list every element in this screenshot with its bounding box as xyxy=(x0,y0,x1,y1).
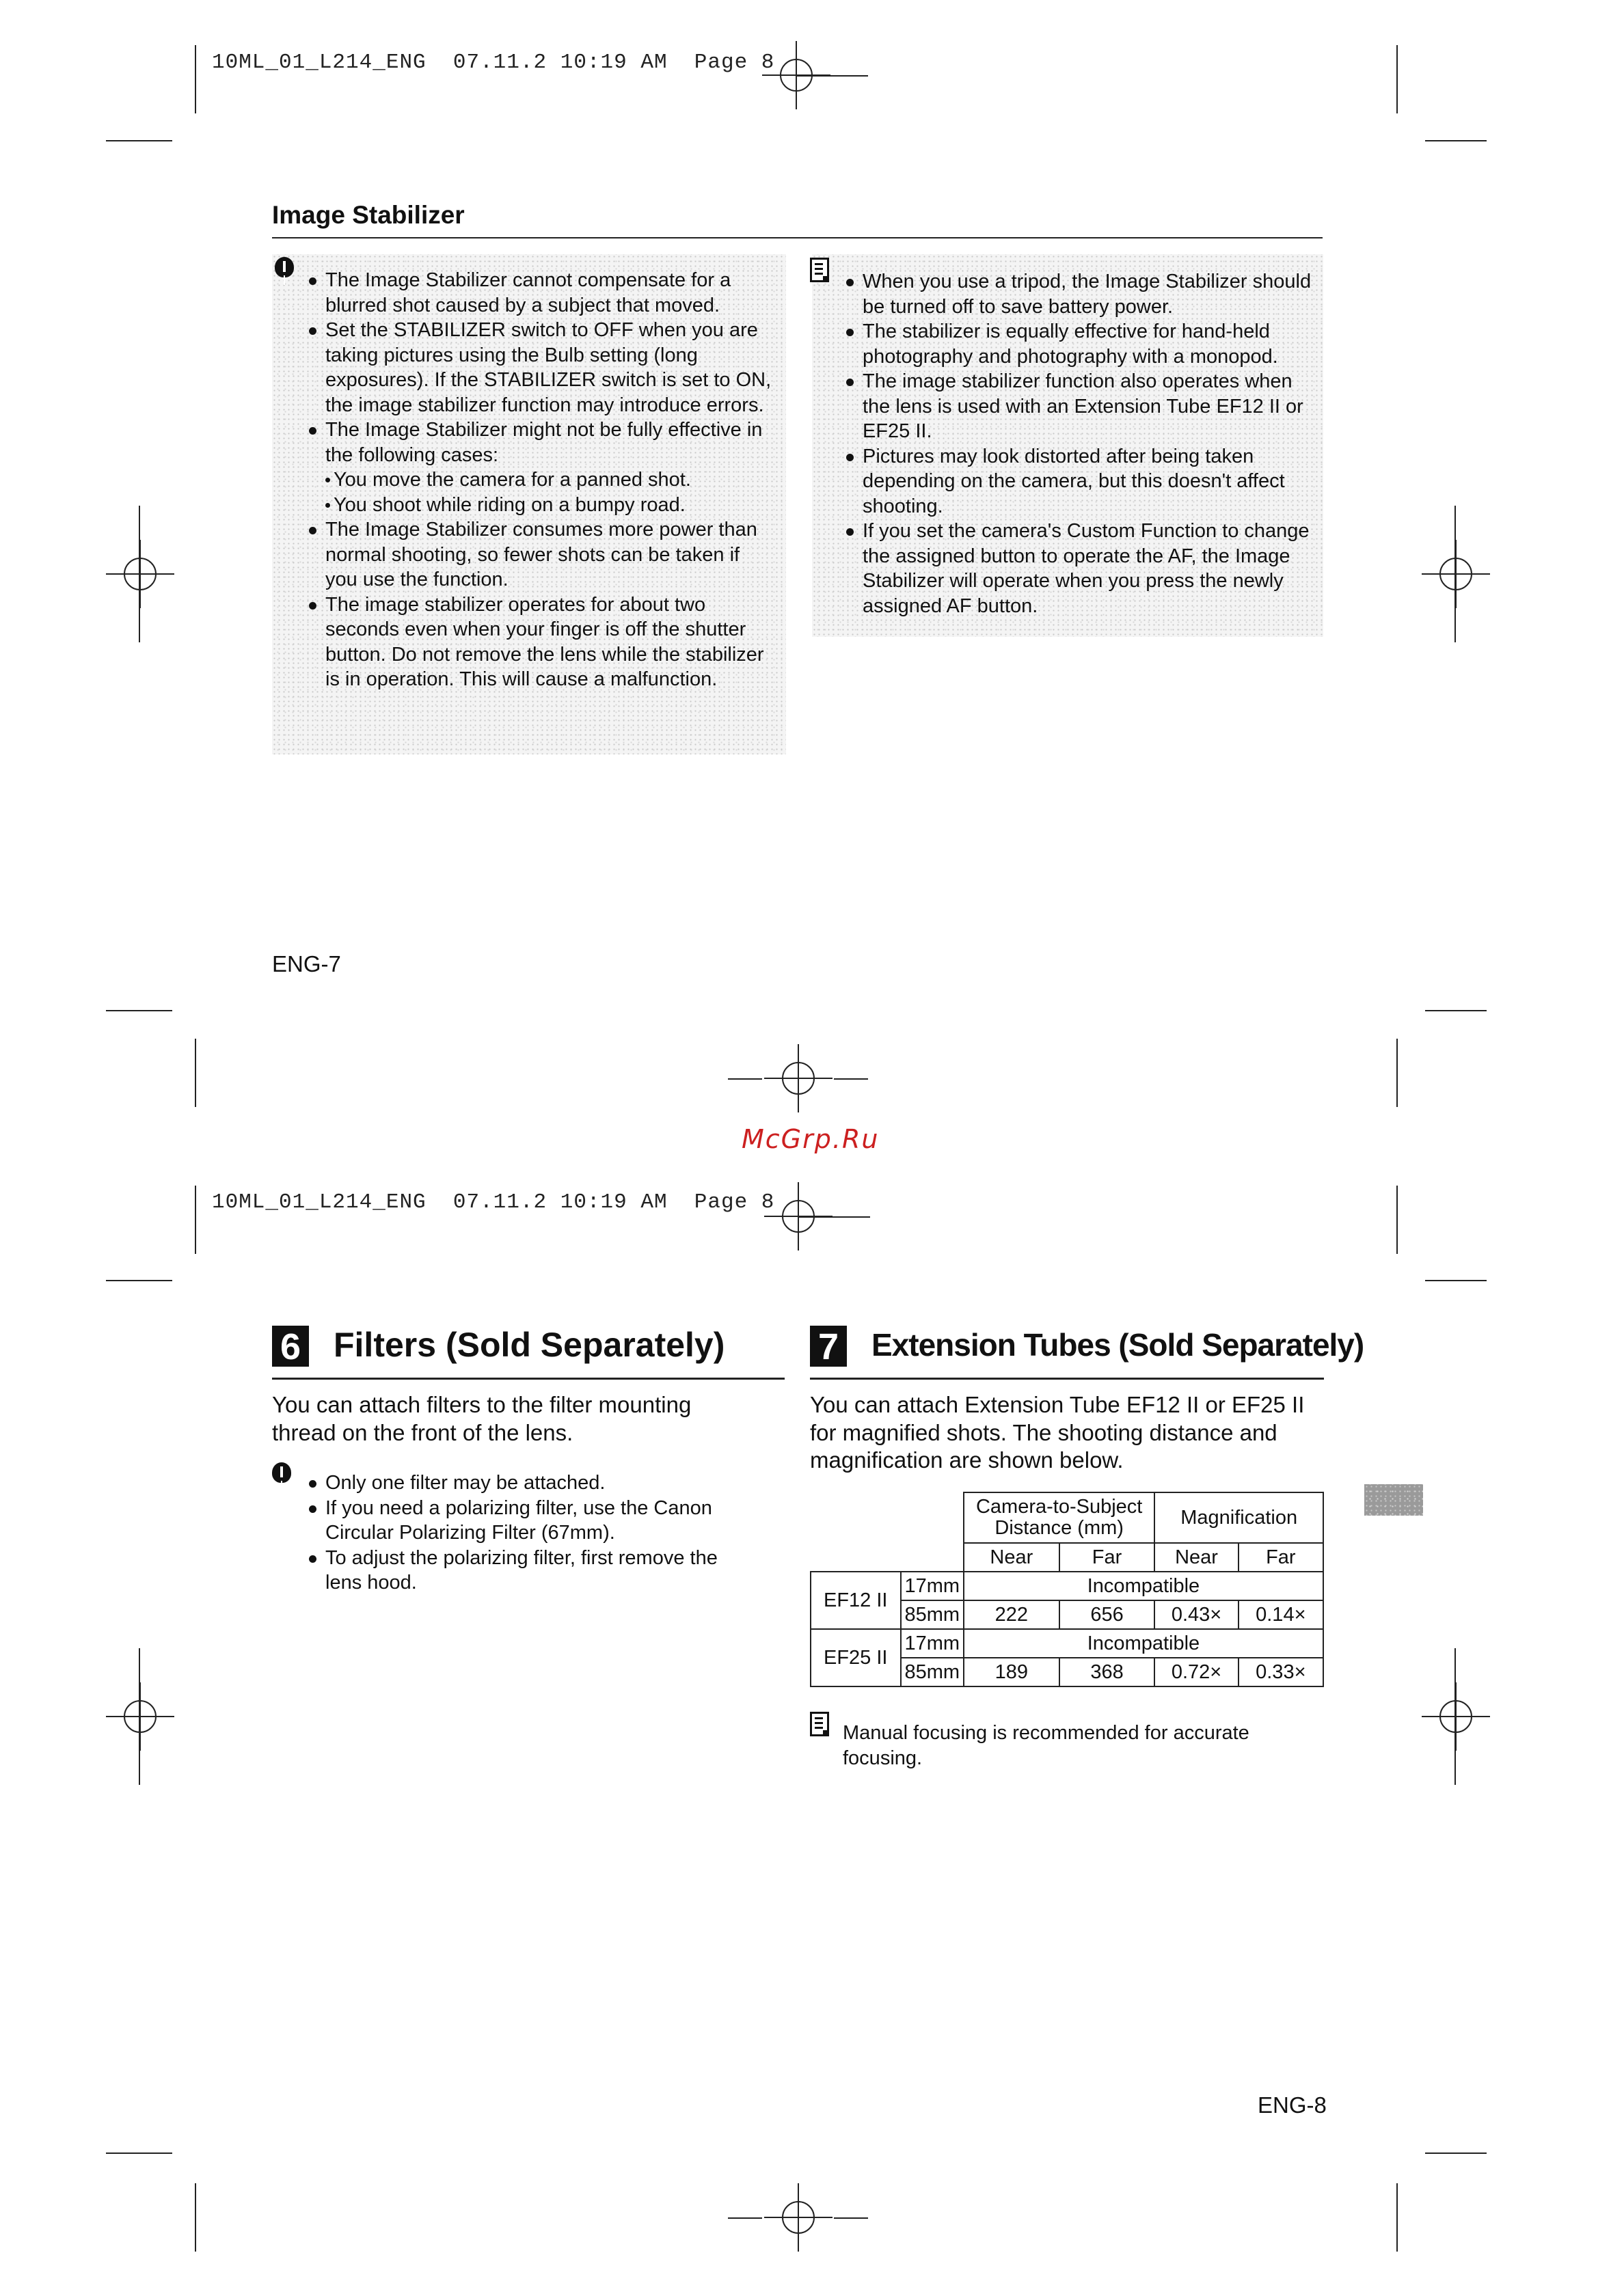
crop-mark xyxy=(106,1280,172,1281)
crop-mark xyxy=(1396,1186,1398,1254)
incompatible-cell: Incompatible xyxy=(964,1572,1323,1600)
distance-near-cell: 189 xyxy=(964,1658,1059,1686)
focal-cell: 17mm xyxy=(901,1629,964,1658)
header-magnification: Magnification xyxy=(1154,1492,1323,1543)
crop-mark xyxy=(798,1216,870,1218)
slug-date: 07.11.2 xyxy=(452,51,547,74)
crop-mark xyxy=(834,2217,868,2219)
page-number: ENG-7 xyxy=(272,951,341,976)
crop-mark xyxy=(195,1039,196,1107)
subheader-near: Near xyxy=(964,1543,1059,1572)
list-item: Set the STABILIZER switch to OFF when you are taking pictures using the Bulb setting (long exposures). If the STABILIZER switch is set to ON, the image stabilizer function may introduce errors. xyxy=(309,318,774,418)
focal-cell: 85mm xyxy=(901,1658,964,1686)
list-item: If you need a polarizing filter, use the Canon Circular Polarizing Filter (67mm). xyxy=(309,1496,753,1546)
caution-icon xyxy=(275,257,294,280)
list-item: The image stabilizer function also operates when the lens is used with an Extension Tube EF12 II or EF25 II. xyxy=(846,369,1314,444)
table-row xyxy=(811,1572,1323,1600)
section-number-badge: 7 xyxy=(810,1326,847,1367)
caution-icon xyxy=(272,1462,291,1486)
crop-mark xyxy=(106,2152,172,2154)
crop-mark xyxy=(796,75,868,77)
crop-mark xyxy=(834,1078,868,1080)
subheader-far: Far xyxy=(1239,1543,1323,1572)
header-slug xyxy=(212,1190,774,1214)
crop-mark xyxy=(728,1078,762,1080)
list-item: The Image Stabilizer might not be fully effective in the following cases: xyxy=(309,418,774,467)
extension-intro: You can attach Extension Tube EF12 II or EF25 II for magnified shots. The shooting distance and magnification are shown below. xyxy=(810,1392,1305,1473)
crop-mark xyxy=(139,506,140,642)
crop-mark xyxy=(1396,1039,1398,1107)
crop-mark xyxy=(1425,2152,1487,2154)
title-rule xyxy=(272,1378,785,1380)
crop-mark xyxy=(1454,1648,1456,1785)
list-item: To adjust the polarizing filter, first remove the lens hood. xyxy=(309,1546,753,1596)
table-corner xyxy=(811,1543,964,1572)
list-item: The image stabilizer operates for about two seconds even when your finger is off the shutter button. Do not remove the lens while the stabilizer is in operation. This will cause a malfunction. xyxy=(309,592,774,692)
registration-mark xyxy=(106,1682,174,1751)
list-item: You shoot while riding on a bumpy road. xyxy=(309,493,774,518)
mag-far-cell: 0.14× xyxy=(1239,1600,1323,1629)
watermark: McGrp.Ru xyxy=(742,1124,880,1154)
registration-mark xyxy=(106,540,174,608)
registration-mark xyxy=(764,1044,833,1112)
header-slug xyxy=(212,51,774,74)
table-row xyxy=(811,1629,1323,1658)
subheader-far: Far xyxy=(1059,1543,1155,1572)
distance-far-cell: 368 xyxy=(1059,1658,1155,1686)
caution-list xyxy=(309,268,774,692)
list-item: Only one filter may be attached. xyxy=(309,1471,753,1496)
crop-mark xyxy=(106,1010,172,1011)
thumb-tab xyxy=(1364,1484,1423,1516)
mag-far-cell: 0.33× xyxy=(1239,1658,1323,1686)
distance-near-cell: 222 xyxy=(964,1600,1059,1629)
memo-icon xyxy=(810,1712,829,1736)
slug-page: Page 8 xyxy=(694,51,775,74)
list-item: The stabilizer is equally effective for hand-held photography and photography with a monopod. xyxy=(846,319,1314,369)
list-item: You move the camera for a panned shot. xyxy=(309,467,774,493)
filters-caution-list xyxy=(309,1471,753,1596)
crop-mark xyxy=(728,2217,762,2219)
slug-time: 10:19 AM xyxy=(560,51,668,74)
memo-icon xyxy=(810,258,829,282)
magnification-table xyxy=(810,1492,1324,1687)
registration-mark xyxy=(764,2183,833,2252)
crop-mark xyxy=(195,1186,196,1254)
slug-date: 07.11.2 xyxy=(452,1190,547,1214)
crop-mark xyxy=(106,140,172,141)
registration-mark xyxy=(1422,540,1490,608)
section-title-image-stabilizer: Image Stabilizer xyxy=(272,201,465,229)
header-distance: Camera-to-Subject Distance (mm) xyxy=(964,1492,1154,1543)
crop-mark xyxy=(1425,1280,1487,1281)
slug-file: 10ML_01_L214_ENG xyxy=(212,51,427,74)
list-item: Pictures may look distorted after being taken depending on the camera, but this doesn't affect shooting. xyxy=(846,444,1314,519)
focal-cell: 85mm xyxy=(901,1600,964,1629)
mag-near-cell: 0.43× xyxy=(1154,1600,1238,1629)
crop-mark xyxy=(1396,45,1398,113)
mag-near-cell: 0.72× xyxy=(1154,1658,1238,1686)
section-number-badge: 6 xyxy=(272,1326,309,1367)
list-item: When you use a tripod, the Image Stabilizer should be turned off to save battery power. xyxy=(846,269,1314,319)
crop-mark xyxy=(1396,2183,1398,2252)
tube-cell: EF12 II xyxy=(811,1572,901,1629)
filters-intro: You can attach filters to the filter mounting thread on the front of the lens. xyxy=(272,1392,692,1445)
section-title-extension-tubes: Extension Tubes (Sold Separately) xyxy=(871,1327,1364,1363)
crop-mark xyxy=(139,1648,140,1785)
slug-file: 10ML_01_L214_ENG xyxy=(212,1190,427,1214)
slug-page: Page 8 xyxy=(694,1190,775,1214)
table-corner xyxy=(811,1492,964,1543)
memo-list xyxy=(846,269,1314,618)
crop-mark xyxy=(1425,1010,1487,1011)
slug-time: 10:19 AM xyxy=(560,1190,668,1214)
tube-cell: EF25 II xyxy=(811,1629,901,1686)
title-rule xyxy=(810,1378,1324,1380)
extension-memo: Manual focusing is recommended for accurate focusing. xyxy=(843,1722,1249,1769)
distance-far-cell: 656 xyxy=(1059,1600,1155,1629)
crop-mark xyxy=(1454,506,1456,642)
section-title-filters: Filters (Sold Separately) xyxy=(334,1326,725,1364)
focal-cell: 17mm xyxy=(901,1572,964,1600)
registration-mark xyxy=(1422,1682,1490,1751)
title-rule xyxy=(272,237,1323,238)
list-item: The Image Stabilizer consumes more power than normal shooting, so fewer shots can be taken if you use the function. xyxy=(309,517,774,592)
subheader-near: Near xyxy=(1154,1543,1238,1572)
list-item: If you set the camera's Custom Function to change the assigned button to operate the AF, the Image Stabilizer will operate when you press the newly assigned AF button. xyxy=(846,519,1314,618)
crop-mark xyxy=(195,2183,196,2252)
crop-mark xyxy=(1425,140,1487,141)
list-item: The Image Stabilizer cannot compensate for a blurred shot caused by a subject that moved. xyxy=(309,268,774,318)
incompatible-cell: Incompatible xyxy=(964,1629,1323,1658)
page-number: ENG-8 xyxy=(1258,2092,1327,2118)
crop-mark xyxy=(195,45,196,113)
